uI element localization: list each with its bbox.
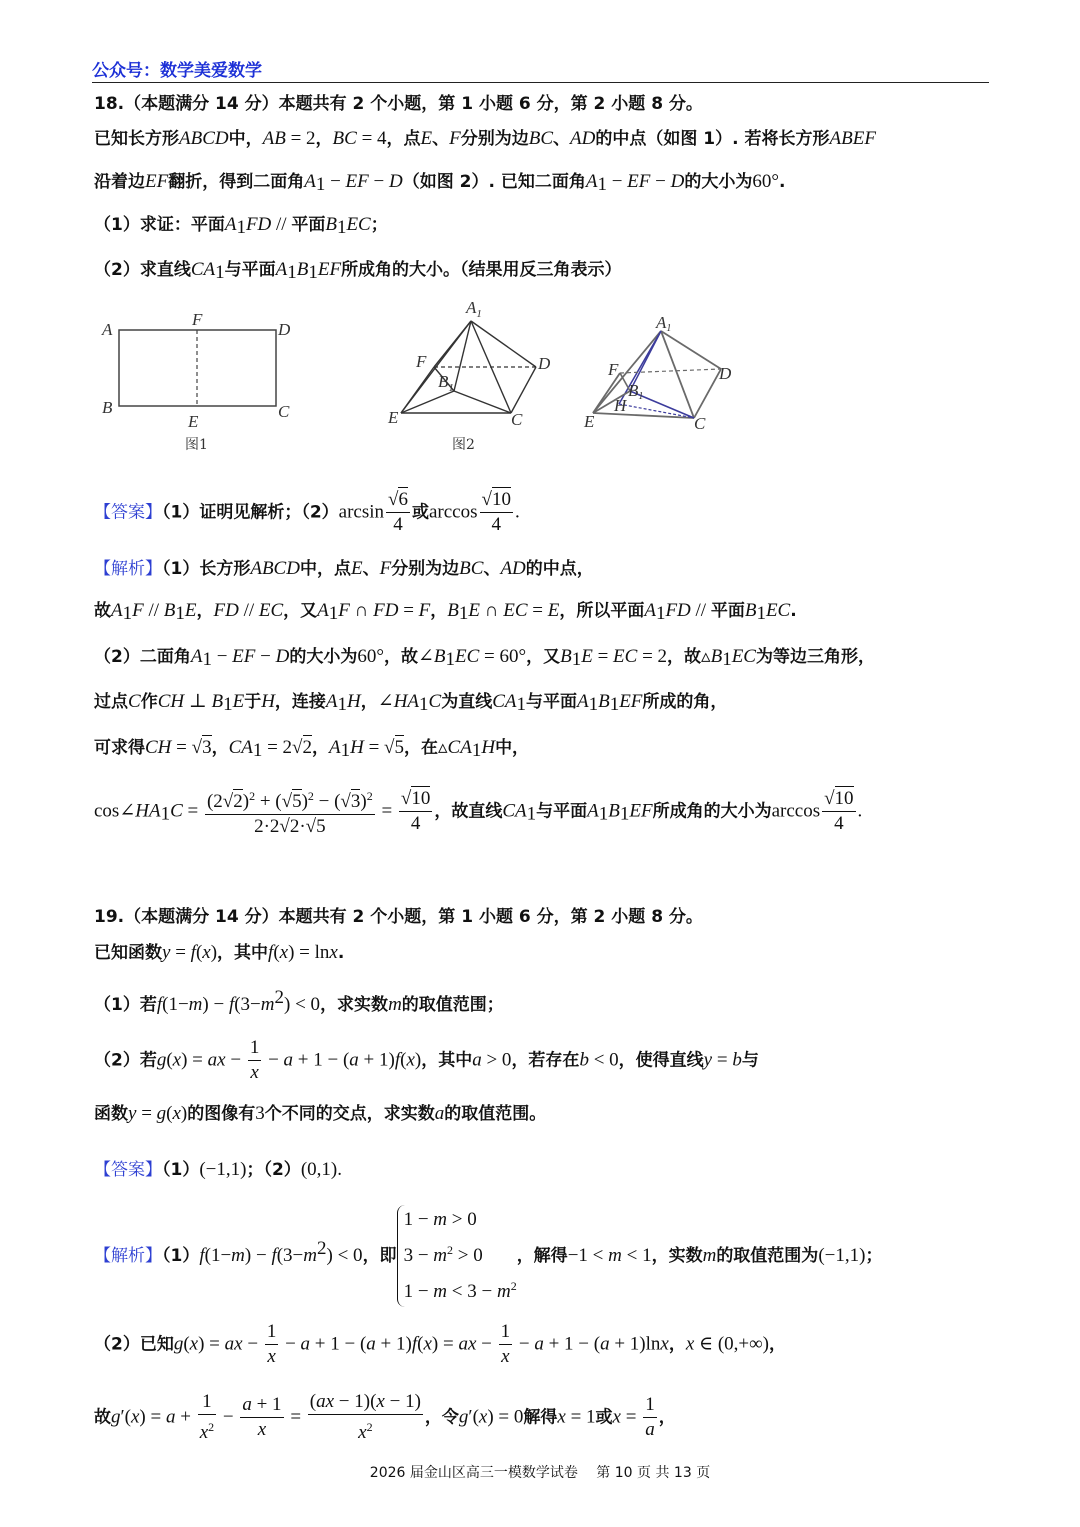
q19-solution-line1: 【解析】$(1)f(1-m) - f(3-m^2) < 0$，即 1 − m > 0 $3 - m^2 > 0$ $1 - m < 3 - m^2$ ，解得−1 < m < 1，实数m的取值范围为(−1,1)； (94, 1200, 882, 1307)
figure-2-folded (387, 298, 551, 453)
q18-solution-line4: 过点C作CH ⊥ $B_1E$于H，连接$A_1H$，$\angle HA_1C$为直线$CA_1$与平面$A_1B_1EF$所成的角， (94, 691, 728, 715)
label-d-fig3: D (719, 364, 732, 383)
label-e-fig2: E (388, 408, 399, 427)
q19-stem: 已知函数y = f(x)，其中f(x) = lnx. (94, 942, 345, 963)
q18-stem-line1: 已知长方形ABCD中，AB = 2，BC = 4，点E、F分别为边BC、AD的中点（如图 1）. 若将长方形ABEF (94, 128, 876, 149)
label-h-fig3: H (614, 396, 627, 415)
q18-title: 18.（本题满分 14 分）本题共有 2 个小题，第 1 小题 6 分，第 2 小题 8 分。 (94, 94, 703, 114)
fig1-caption: 图1 (185, 437, 208, 453)
q18-figures (90, 295, 770, 465)
q19-part2: （2）若g(x) = ax − $\frac{1}{x}$ − a + 1 − (a + 1)f(x)，其中a > 0，若存在b < 0，使得直线y = b与 (94, 1037, 759, 1083)
label-f-fig3: F (608, 360, 619, 379)
label-f: F (192, 310, 203, 329)
label-b: B (102, 398, 113, 417)
fig2-caption: 图2 (452, 437, 475, 453)
label-a1: $A_1$ (466, 298, 482, 320)
answer-tag: 【答案】 (94, 502, 162, 523)
q19-title: 19.（本题满分 14 分）本题共有 2 个小题，第 1 小题 6 分，第 2 小题 8 分。 (94, 907, 703, 927)
label-e: E (188, 412, 199, 431)
q19-part1: （1）若$f(1-m) - f(3-m^2) < 0$，求实数m的取值范围； (94, 987, 504, 1015)
page-footer: 2026 届金山区高三一模数学试卷 第 10 页 共 13 页 (369, 1465, 711, 1481)
solution-tag-19: 【解析】 (94, 1246, 162, 1266)
label-a: A (102, 320, 113, 339)
figure-1-rectangle (101, 310, 291, 453)
label-b1: $B_1$ (438, 372, 454, 394)
account-header: 公众号：数学美爱数学 (92, 61, 262, 81)
q18-answer: 【答案】（1）证明见解析；（2）arcsin $\frac{√6}{4}$ 或arccos $\frac{√10}{4}$ . (94, 489, 520, 535)
q18-solution-line1: 【解析】（1）长方形ABCD中，点E、F分别为边BC、AD的中点， (94, 558, 594, 579)
answer-tag-19: 【答案】 (94, 1160, 162, 1180)
label-c-fig2: C (511, 410, 523, 429)
q18-part1: （1）求证：平面$A_1FD$ // 平面$B_1EC$； (94, 214, 388, 238)
label-c-fig3: C (694, 414, 706, 433)
label-d-fig2: D (538, 354, 551, 373)
q18-solution-line2: 故$A_1F // B_1E$，FD // EC，又$A_1F$ ∩ FD = F，$B_1E$ ∩ EC = E，所以平面$A_1FD$ // 平面$B_1EC$. (94, 600, 797, 624)
label-a1-fig3: A1 (656, 313, 672, 334)
q18-solution-line3: （2）二面角$A_1$ − EF − D的大小为60°，故$\angle B_1EC = 60^\circ$，又$B_1E$ = EC = 2，故$▵B_1EC$为等边三角形， (94, 646, 875, 670)
q18-solution-line6: $\cos\angle HA_1C$ = $\frac{(2√2)^2 + (√5)^2 - (√3)^2}{2\cdot 2√2\cdot√5}$ = $\frac{√10}{4}$ ，故直线$CA_1$与平面$A_1B_1EF$所成角的大小为arccos $\frac{√10}{4}$ . (94, 784, 862, 839)
q19-solution-line3: 故g′(x) = a + $\frac{1}{x^2}$ − $\frac{a + 1}{x}$ = $\frac{(ax - 1)(x - 1)}{x^2}$ ，令g′(x) = 0解得x = 1或x = $\frac{1}{a}$ ， (94, 1391, 676, 1443)
header-rule (92, 82, 989, 83)
figure-3-with-h (583, 313, 732, 433)
q19-solution-line2: （2）已知g(x) = ax − $\frac{1}{x}$ − a + 1 − (a + 1)f(x) = ax − $\frac{1}{x}$ − a + 1 − (a + 1)lnx，x ∈ (0,+∞)， (94, 1321, 787, 1367)
q18-solution-line5: 可求得CH = √3，$CA_1 = 2√2$，$A_1H = √5$，在$▵CA_1H$中， (94, 737, 530, 761)
label-f-fig2: F (416, 352, 427, 371)
label-c: C (278, 402, 290, 421)
label-d: D (278, 320, 291, 339)
label-b1-fig3: B1 (628, 381, 644, 402)
q19-part2-cont: 函数y = g(x)的图像有3个不同的交点，求实数a的取值范围。 (94, 1103, 547, 1124)
q19-answer: 【答案】（1）(−1,1)；（2）(0,1). (94, 1159, 342, 1180)
q18-part2: （2）求直线$CA_1$与平面$A_1B_1EF$所成角的大小。（结果用反三角表示） (94, 259, 622, 283)
solution-tag: 【解析】 (94, 559, 162, 579)
label-e-fig3: E (584, 412, 595, 431)
q18-stem-line2: 沿着边EF翻折，得到二面角$A_1$ − EF − D（如图 2）. 已知二面角$A_1$ − EF − D的大小为60°. (94, 171, 786, 195)
